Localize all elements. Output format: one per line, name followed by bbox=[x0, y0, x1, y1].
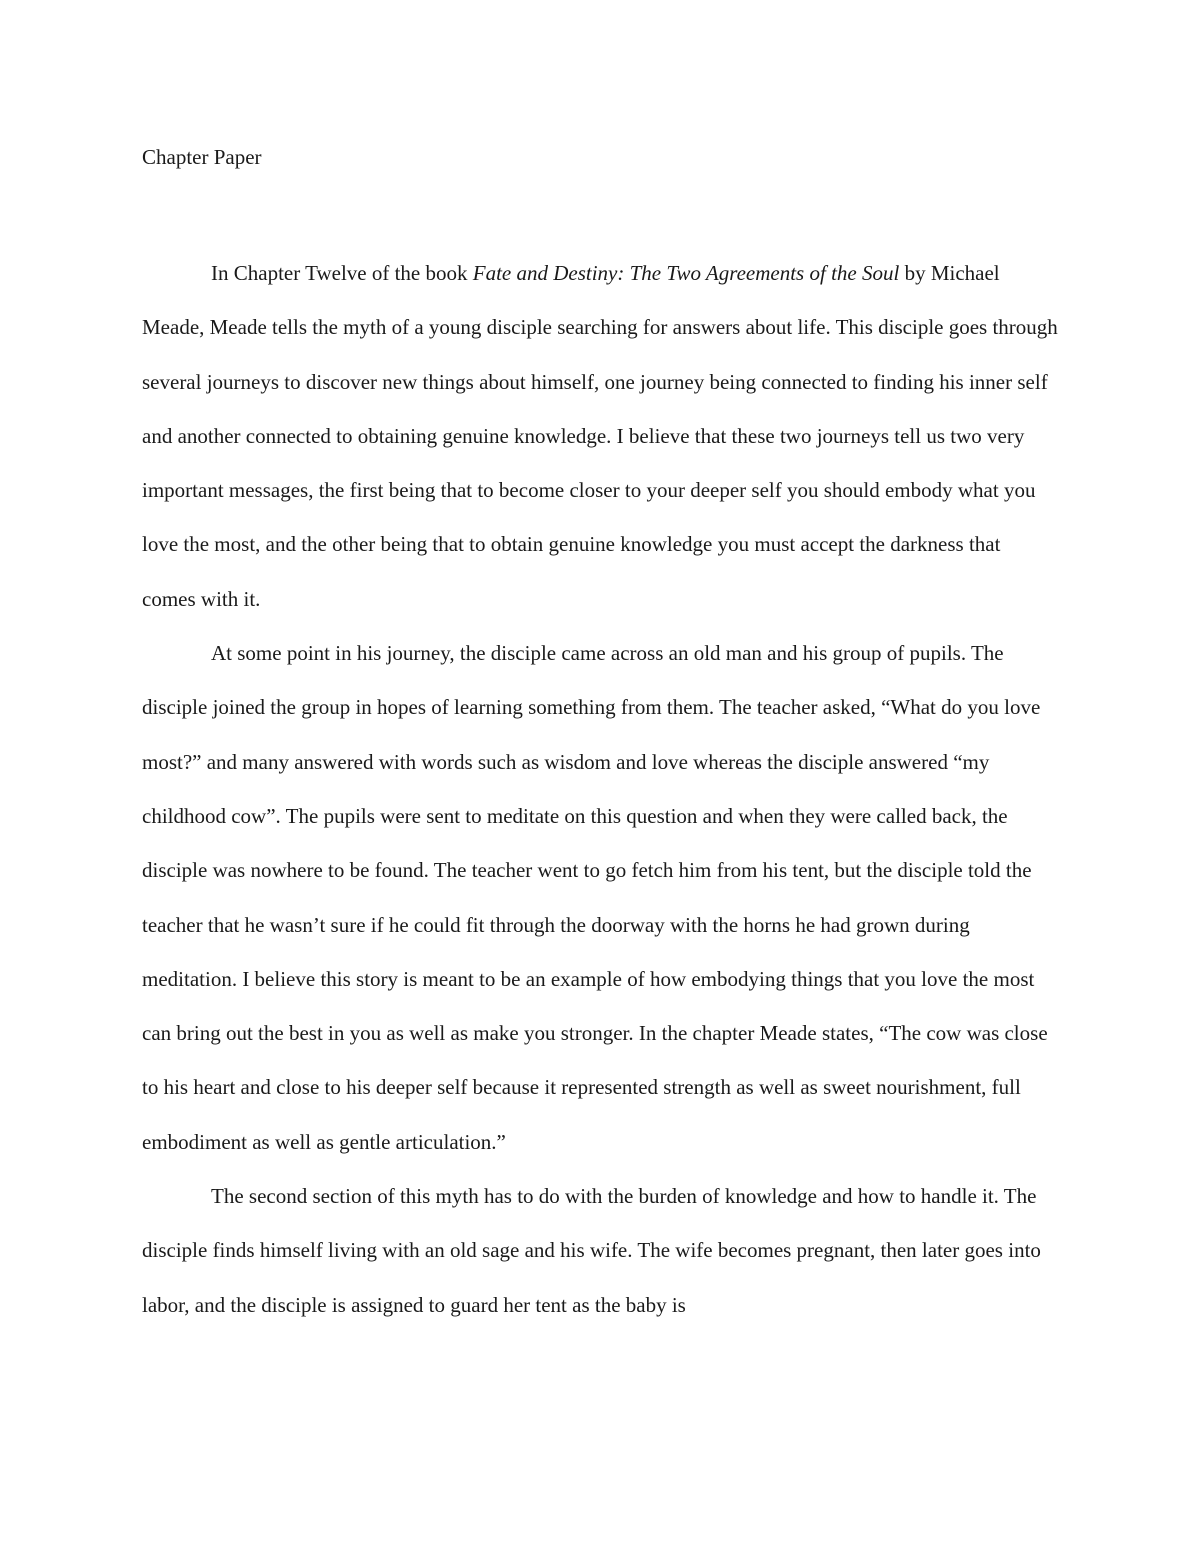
paragraph-1-rest: by Michael Meade, Meade tells the myth of a young disciple searching for answers about life. This disciple goes through several journeys to discover new things about himself, one journey being connected to finding his inner self and another connected to obtaining genuine knowledge. I believe that these two journeys tell us two very important messages, the first being that to become closer to your deeper self you should embody what you love the most, and the other being that to obtain genuine knowledge you must accept the darkness that comes with it. bbox=[142, 261, 1058, 611]
document-title: Chapter Paper bbox=[142, 145, 262, 169]
document-body bbox=[142, 246, 1058, 1332]
paragraph-3: The second section of this myth has to do with the burden of knowledge and how to handle it. The disciple finds himself living with an old sage and his wife. The wife becomes pregnant, then later goes into labor, and the disciple is assigned to guard her tent as the baby is bbox=[142, 1184, 1041, 1317]
paragraph-1 bbox=[142, 246, 1058, 626]
paragraph-1-intro: In Chapter Twelve of the book bbox=[211, 261, 473, 285]
book-title: Fate and Destiny: The Two Agreements of the Soul bbox=[472, 261, 900, 285]
paragraph-2: At some point in his journey, the disciple came across an old man and his group of pupils. The disciple joined the group in hopes of learning something from them. The teacher asked, “What do you love most?” and many answered with words such as wisdom and love whereas the disciple answered “my childhood cow”. The pupils were sent to meditate on this question and when they were called back, the disciple was nowhere to be found. The teacher went to go fetch him from his tent, but the disciple told the teacher that he wasn’t sure if he could fit through the doorway with the horns he had grown during meditation. I believe this story is meant to be an example of how embodying things that you love the most can bring out the best in you as well as make you stronger. In the chapter Meade states, “The cow was close to his heart and close to his deeper self because it represented strength as well as sweet nourishment, full embodiment as well as gentle articulation.” bbox=[142, 641, 1048, 1154]
